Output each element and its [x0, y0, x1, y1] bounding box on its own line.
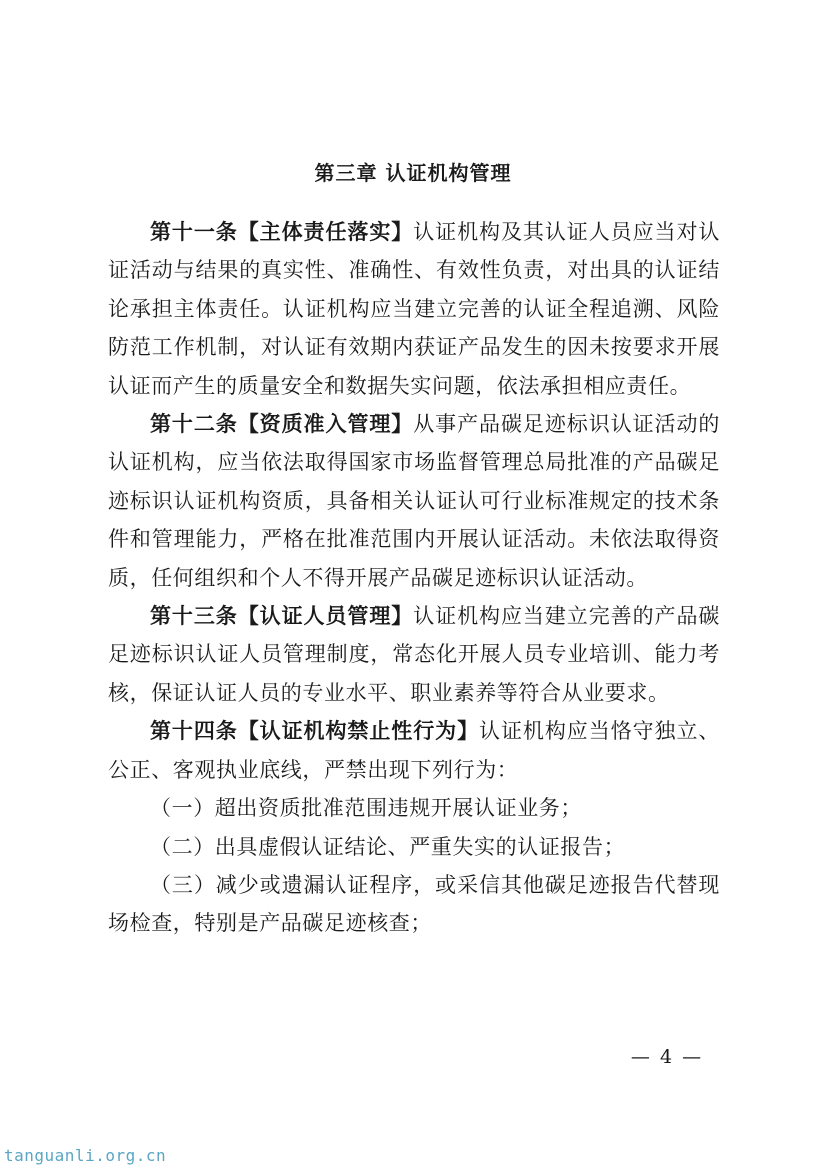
article-11: [108, 213, 720, 405]
list-item-3: （三）减少或遗漏认证程序，或采信其他碳足迹报告代替现场检查，特别是产品碳足迹核查；: [108, 872, 720, 936]
watermark-text: tanguanli.org.cn: [4, 1146, 167, 1165]
chapter-title: 第三章 认证机构管理: [314, 161, 512, 185]
article-14-heading: 第十四条【认证机构禁止性行为】: [150, 719, 480, 744]
article-12-text: 从事产品碳足迹标识认证活动的认证机构，应当依法取得国家市场监督管理总局批准的产品碳足迹标识认证机构资质，具备相关认证认可行业标准规定的技术条件和管理能力，严格在批准范围内开展认证活动。未依法取得资质，任何组织和个人不得开展产品碳足迹标识认证活动。: [108, 412, 720, 590]
article-11-heading: 第十一条【主体责任落实】: [150, 220, 414, 244]
article-12: [108, 405, 720, 597]
article-13: [108, 597, 720, 712]
article-14: [108, 712, 720, 789]
article-12-heading: 第十二条【资质准入管理】: [150, 412, 414, 437]
article-11-text: 认证机构及其认证人员应当对认证活动与结果的真实性、准确性、有效性负责，对出具的认证结论承担主体责任。认证机构应当建立完善的认证全程追溯、风险防范工作机制，对认证有效期内获证产品发生的因未按要求开展认证而产生的质量安全和数据失实问题，依法承担相应责任。: [108, 220, 720, 398]
list-item-1: （一）超出资质批准范围违规开展认证业务；: [150, 796, 582, 821]
article-14-text: 认证机构应当恪守独立、公正、客观执业底线，严禁出现下列行为：: [108, 719, 721, 782]
list-item-2: （二）出具虚假认证结论、严重失实的认证报告；: [150, 834, 626, 859]
document-body: [108, 213, 720, 943]
article-13-heading: 第十三条【认证人员管理】: [150, 604, 414, 629]
article-13-text: 认证机构应当建立完善的产品碳足迹标识认证人员管理制度，常态化开展人员专业培训、能力考核，保证认证人员的专业水平、职业素养等符合从业要求。: [108, 604, 720, 705]
page-number: — 4 —: [630, 1046, 704, 1068]
